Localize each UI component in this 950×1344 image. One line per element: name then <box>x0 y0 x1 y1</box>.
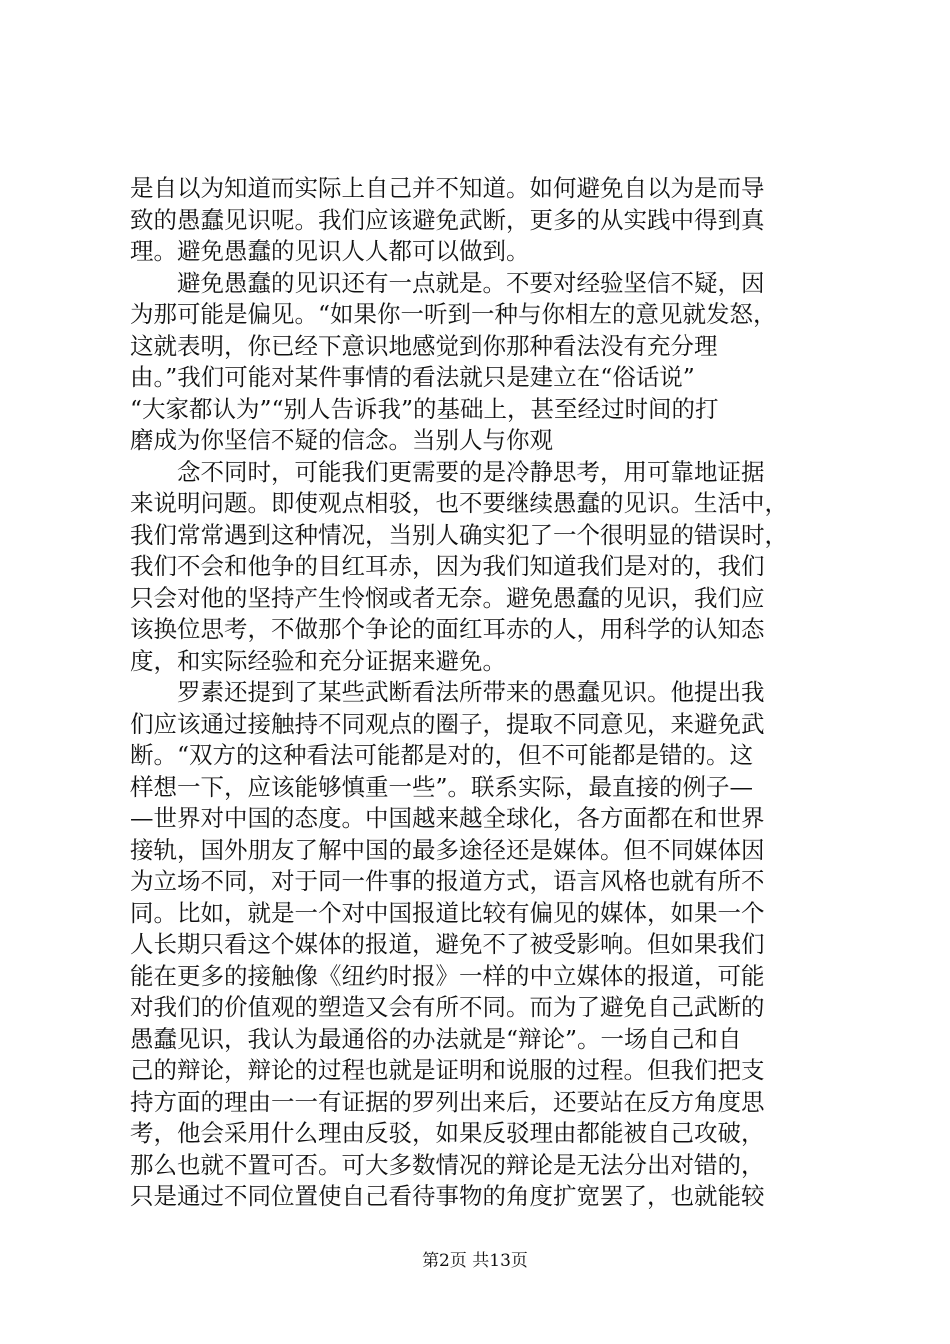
text-line: 人长期只看这个媒体的报道，避免不了被受影响。但如果我们 <box>130 930 765 958</box>
text-line: 磨成为你坚信不疑的信念。当别人与你观 <box>130 426 553 454</box>
text-line: 是自以为知道而实际上自己并不知道。如何避免自以为是而导 <box>130 174 765 202</box>
text-line: 愚蠢见识，我认为最通俗的办法就是“辩论”。一场自己和自 <box>130 1024 742 1053</box>
text-line: 这就表明，你已经下意识地感觉到你那种看法没有充分理 <box>130 331 718 360</box>
text-line: 同。比如，就是一个对中国报道比较有偏见的媒体，如果一个 <box>130 898 765 927</box>
text-line: 致的愚蠢见识呢。我们应该避免武断，更多的从实践中得到真 <box>130 205 765 234</box>
text-line: 能在更多的接触像《纽约时报》一样的中立媒体的报道，可能 <box>130 961 765 990</box>
page-number-footer: 第2页 共13页 <box>422 1251 528 1271</box>
text-line: 来说明问题。即使观点相驳，也不要继续愚蠢的见识。生活中， <box>130 489 788 517</box>
text-line: 避免愚蠢的见识还有一点就是。不要对经验坚信不疑，因 <box>130 268 765 297</box>
text-line: 己的辩论，辩论的过程也就是证明和说服的过程。但我们把支 <box>130 1056 765 1084</box>
text-line: 只会对他的坚持产生怜悯或者无奈。避免愚蠢的见识，我们应 <box>130 583 765 612</box>
text-line: 该换位思考，不做那个争论的面红耳赤的人，用科学的认知态 <box>130 615 765 643</box>
text-line: 我们常常遇到这种情况，当别人确实犯了一个很明显的错误时， <box>130 520 788 549</box>
body-text <box>130 173 830 1213</box>
text-line: 断。“双方的这种看法可能都是对的，但不可能都是错的。这 <box>130 741 754 769</box>
text-line: 样想一下，应该能够慎重一些”。联系实际，最直接的例子— <box>130 772 754 801</box>
text-line: 那么也就不置可否。可大多数情况的辩论是无法分出对错的， <box>130 1150 765 1179</box>
text-line: 度，和实际经验和充分证据来避免。 <box>130 646 506 675</box>
text-line: 持方面的理由一一有证据的罗列出来后，还要站在反方角度思 <box>130 1087 765 1116</box>
text-line: 理。避免愚蠢的见识人人都可以做到。 <box>130 237 530 265</box>
text-line: “大家都认为”“别人告诉我”的基础上，甚至经过时间的打 <box>130 394 719 423</box>
text-line: 罗素还提到了某些武断看法所带来的愚蠢见识。他提出我 <box>130 678 765 706</box>
text-line: 只是通过不同位置使自己看待事物的角度扩宽罢了，也就能较 <box>130 1182 765 1210</box>
text-line: 我们不会和他争的目红耳赤，因为我们知道我们是对的，我们 <box>130 552 765 580</box>
text-line: 为那可能是偏见。“如果你一听到一种与你相左的意见就发怒， <box>130 300 777 328</box>
text-line: —世界对中国的态度。中国越来越全球化，各方面都在和世界 <box>130 804 765 832</box>
text-line: 接轨，国外朋友了解中国的最多途径还是媒体。但不同媒体因 <box>130 835 765 864</box>
text-line: 考，他会采用什么理由反驳，如果反驳理由都能被自己攻破， <box>130 1119 765 1147</box>
text-line: 为立场不同，对于同一件事的报道方式，语言风格也就有所不 <box>130 867 765 895</box>
text-line: 由。”我们可能对某件事情的看法就只是建立在“俗话说” <box>130 363 695 391</box>
text-line: 对我们的价值观的塑造又会有所不同。而为了避免自己武断的 <box>130 993 765 1021</box>
text-line: 们应该通过接触持不同观点的圈子，提取不同意见，来避免武 <box>130 709 765 738</box>
text-line: 念不同时，可能我们更需要的是冷静思考，用可靠地证据 <box>130 457 765 486</box>
